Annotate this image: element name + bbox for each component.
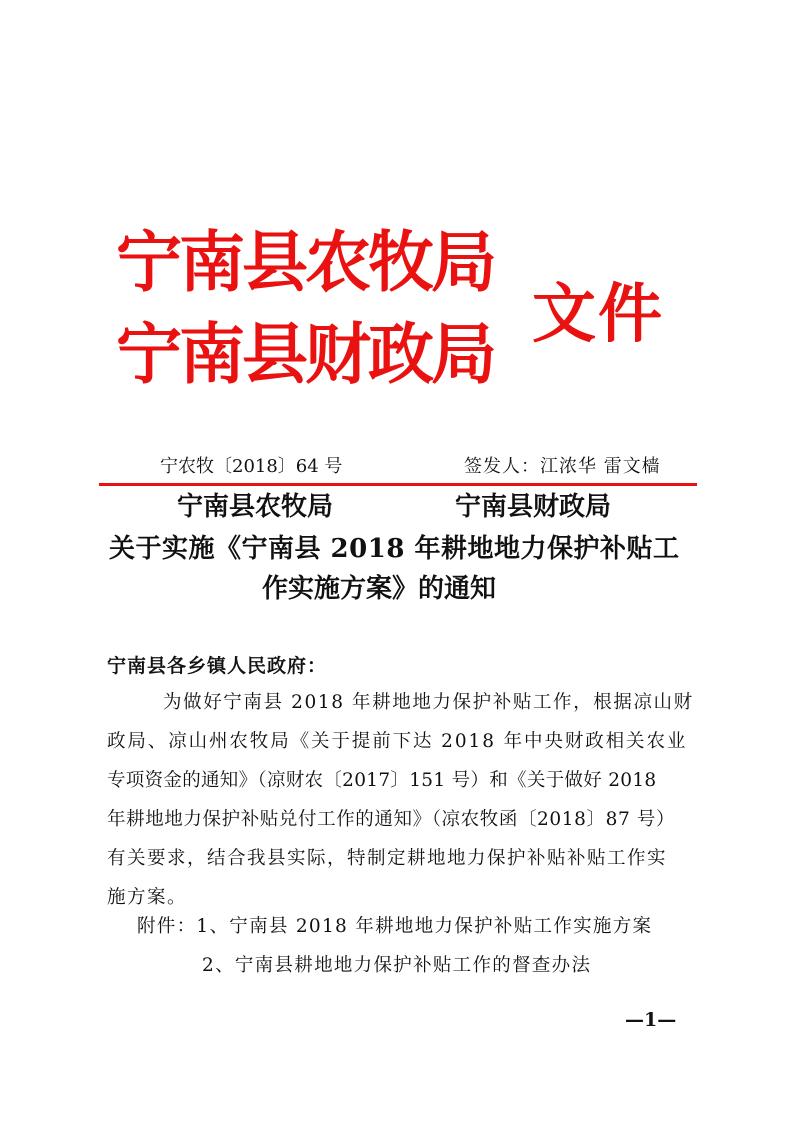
- signer-line: 签发人：江浓华 雷文樯: [464, 456, 661, 477]
- body-line: 年耕地地力保护补贴兑付工作的通知》（凉农牧函〔2018〕87 号）: [107, 809, 676, 830]
- body-line: 施方案。: [107, 887, 188, 908]
- red-divider: [99, 483, 697, 486]
- document-number: 宁农牧〔2018〕64 号: [160, 456, 343, 477]
- body-line: 为做好宁南县 2018 年耕地地力保护补贴工作，根据凉山财: [163, 692, 694, 713]
- issuing-agency-1: 宁南县农牧局: [116, 224, 494, 301]
- title-issuer-2: 宁南县财政局: [455, 492, 612, 522]
- page-number: —1—: [625, 1009, 677, 1031]
- document-title-line-1: 关于实施《宁南县 2018 年耕地地力保护补贴工: [109, 534, 680, 564]
- attachment-item: 附件：1、宁南县 2018 年耕地地力保护补贴工作实施方案: [137, 916, 653, 937]
- body-line: 政局、凉山州农牧局《关于提前下达 2018 年中央财政相关农业: [107, 731, 688, 752]
- issuing-agency-2: 宁南县财政局: [116, 316, 494, 393]
- recipient: 宁南县各乡镇人民政府：: [107, 655, 328, 677]
- body-line: 有关要求，结合我县实际，特制定耕地地力保护补贴补贴工作实: [107, 848, 668, 869]
- title-issuer-1: 宁南县农牧局: [177, 492, 334, 522]
- document-type-suffix: 文件: [532, 278, 664, 352]
- body-line: 专项资金的通知》（凉财农〔2017〕151 号）和《关于做好 2018: [107, 770, 657, 791]
- document-title-line-2: 作实施方案》的通知: [262, 574, 497, 604]
- attachment-item: 2、宁南县耕地地力保护补贴工作的督查办法: [202, 955, 592, 976]
